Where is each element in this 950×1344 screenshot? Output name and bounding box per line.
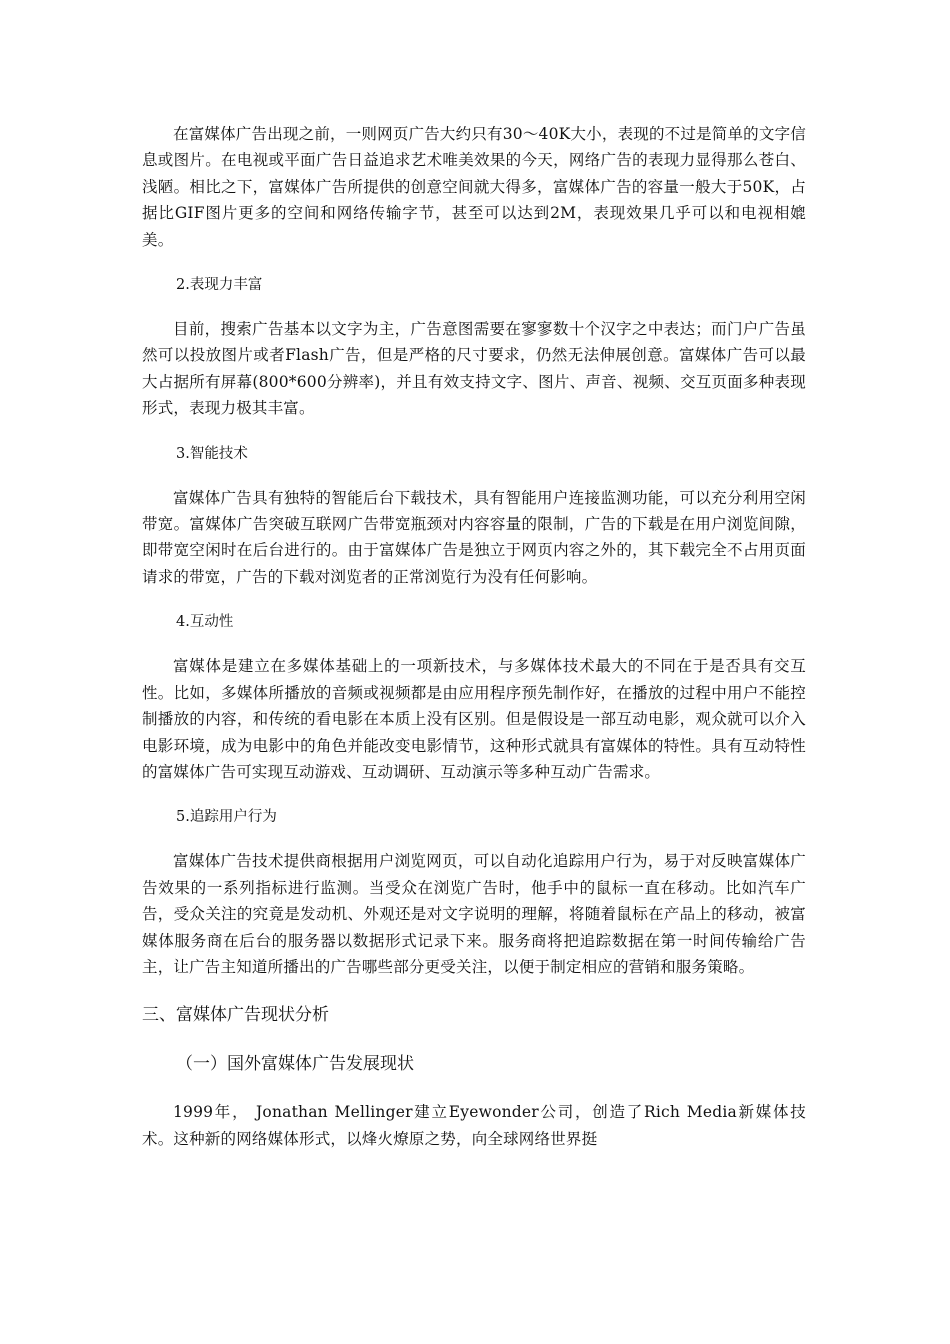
document-page: [142, 121, 806, 1152]
heading-tracking: 5.追踪用户行为: [176, 809, 277, 826]
subsection-heading-foreign: （一）国外富媒体广告发展现状: [176, 1054, 414, 1075]
paragraph-history: 1999年， Jonathan Mellinger建立Eyewonder公司，创造了Rich Media新媒体技术。这种新的网络媒体形式，以烽火燎原之势，向全球网络世界挺: [142, 1103, 806, 1148]
paragraph-tracking: 富媒体广告技术提供商根据用户浏览网页，可以自动化追踪用户行为，易于对反映富媒体广告效果的一系列指标进行监测。当受众在浏览广告时，他手中的鼠标一直在移动。比如汽车广告，受众关注的究竟是发动机、外观还是对文字说明的理解，将随着鼠标在产品上的移动，被富媒体服务商在后台的服务器以数据形式记录下来。服务商将把追踪数据在第一时间传输给广告主，让广告主知道所播出的广告哪些部分更受关注，以便于制定相应的营销和服务策略。: [142, 852, 806, 976]
section-heading-status: 三、富媒体广告现状分析: [142, 1005, 329, 1026]
paragraph-expressiveness: 目前，搜索广告基本以文字为主，广告意图需要在寥寥数十个汉字之中表达；而门户广告虽然可以投放图片或者Flash广告，但是严格的尺寸要求，仍然无法伸展创意。富媒体广告可以最大占据所有屏幕(800*600分辨率)，并且有效支持文字、图片、声音、视频、交互页面多种表现形式，表现力极其丰富。: [142, 320, 806, 418]
heading-expressiveness: 2.表现力丰富: [176, 277, 263, 294]
heading-interactivity: 4.互动性: [176, 614, 234, 631]
paragraph-intro: 在富媒体广告出现之前，一则网页广告大约只有30～40K大小，表现的不过是简单的文字信息或图片。在电视或平面广告日益追求艺术唯美效果的今天，网络广告的表现力显得那么苍白、浅陋。相比之下，富媒体广告所提供的创意空间就大得多，富媒体广告的容量一般大于50K，占据比GIF图片更多的空间和网络传输字节，甚至可以达到2M，表现效果几乎可以和电视相媲美。: [142, 125, 806, 249]
paragraph-smart-tech: 富媒体广告具有独特的智能后台下载技术，具有智能用户连接监测功能，可以充分利用空闲带宽。富媒体广告突破互联网广告带宽瓶颈对内容容量的限制，广告的下载是在用户浏览间隙，即带宽空闲时在后台进行的。由于富媒体广告是独立于网页内容之外的，其下载完全不占用页面请求的带宽，广告的下载对浏览者的正常浏览行为没有任何影响。: [142, 488, 806, 586]
paragraph-interactivity: 富媒体是建立在多媒体基础上的一项新技术，与多媒体技术最大的不同在于是否具有交互性。比如，多媒体所播放的音频或视频都是由应用程序预先制作好，在播放的过程中用户不能控制播放的内容，和传统的看电影在本质上没有区别。但是假设是一部互动电影，观众就可以介入电影环境，成为电影中的角色并能改变电影情节，这种形式就具有富媒体的特性。具有互动特性的富媒体广告可实现互动游戏、互动调研、互动演示等多种互动广告需求。: [142, 657, 806, 781]
heading-smart-tech: 3.智能技术: [176, 445, 248, 462]
